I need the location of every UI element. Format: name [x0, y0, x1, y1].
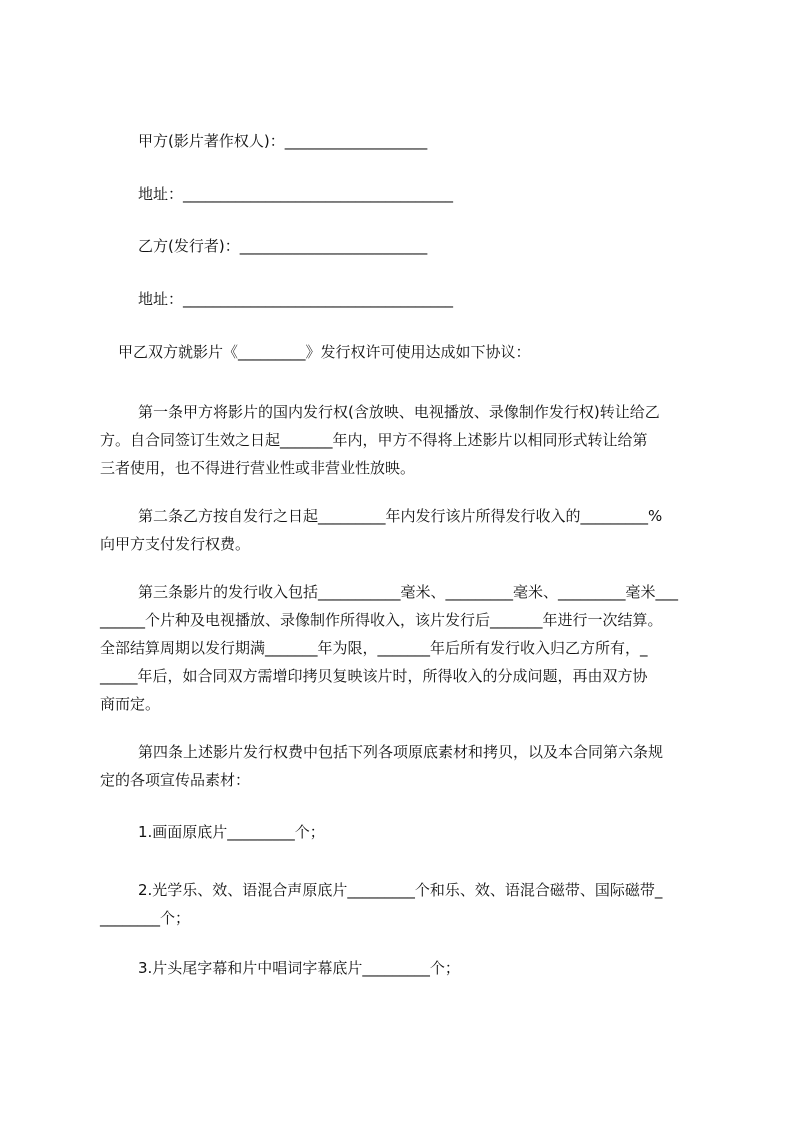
- item-3: [138, 954, 460, 982]
- article-3-line-3: 全部结算周期以发行期满_______年为限，_______年后所有发行收入归乙方所有，_: [100, 639, 648, 657]
- address-a-text: 地址：____________________________________: [138, 185, 454, 203]
- article-1-line-1: 第一条甲方将影片的国内发行权(含放映、电视播放、录像制作发行权)转让给乙: [138, 403, 660, 421]
- item-2: [100, 876, 710, 932]
- item-1-text: 1.画面原底片_________个；: [138, 823, 325, 841]
- article-4: [100, 738, 710, 794]
- article-3-line-2: ______个片种及电视播放、录像制作所得收入，该片发行后_______年进行一次结算。: [100, 611, 663, 629]
- article-3-line-4: _____年后，如合同双方需增印拷贝复映该片时，所得收入的分成问题，再由双方协: [100, 667, 648, 685]
- article-1-line-3: 三者使用，也不得进行营业性或非营业性放映。: [100, 459, 416, 477]
- article-4-line-2: 定的各项宣传品素材：: [100, 771, 251, 789]
- intro-text: 甲乙双方就影片《_________》发行权许可使用达成如下协议：: [118, 343, 531, 361]
- address-b-text: 地址：____________________________________: [138, 290, 454, 308]
- item-2-line-1: 2.光学乐、效、语混合声原底片_________个和乐、效、语混合磁带、国际磁带_: [138, 881, 663, 899]
- article-1-line-2: 方。自合同签订生效之日起_______年内，甲方不得将上述影片以相同形式转让给第: [100, 431, 648, 449]
- article-2: [100, 502, 710, 558]
- item-3-text: 3.片头尾字幕和片中唱词字幕底片_________个；: [138, 959, 460, 977]
- article-2-line-2: 向甲方支付发行权费。: [100, 535, 251, 553]
- article-2-line-1: 第二条乙方按自发行之日起_________年内发行该片所得发行收入的_________%: [138, 507, 663, 525]
- address-b-line: [100, 285, 710, 313]
- article-3-line-5: 商而定。: [100, 695, 161, 713]
- party-a-text: 甲方(影片著作权人)：___________________: [138, 132, 428, 150]
- item-2-line-2: ________个；: [100, 909, 191, 927]
- item-1: [138, 818, 325, 846]
- article-3: [100, 578, 710, 718]
- party-b-line: [100, 232, 710, 260]
- article-4-line-1: 第四条上述影片发行权费中包括下列各项原底素材和拷贝，以及本合同第六条规: [138, 743, 664, 761]
- address-a-line: [100, 180, 710, 208]
- intro-line: [118, 338, 728, 366]
- article-3-line-1: 第三条影片的发行收入包括___________毫米、_________毫米、_________毫米___: [138, 583, 679, 601]
- article-1: [100, 398, 710, 482]
- party-a-line: [100, 127, 710, 155]
- party-b-text: 乙方(发行者)：_________________________: [138, 237, 428, 255]
